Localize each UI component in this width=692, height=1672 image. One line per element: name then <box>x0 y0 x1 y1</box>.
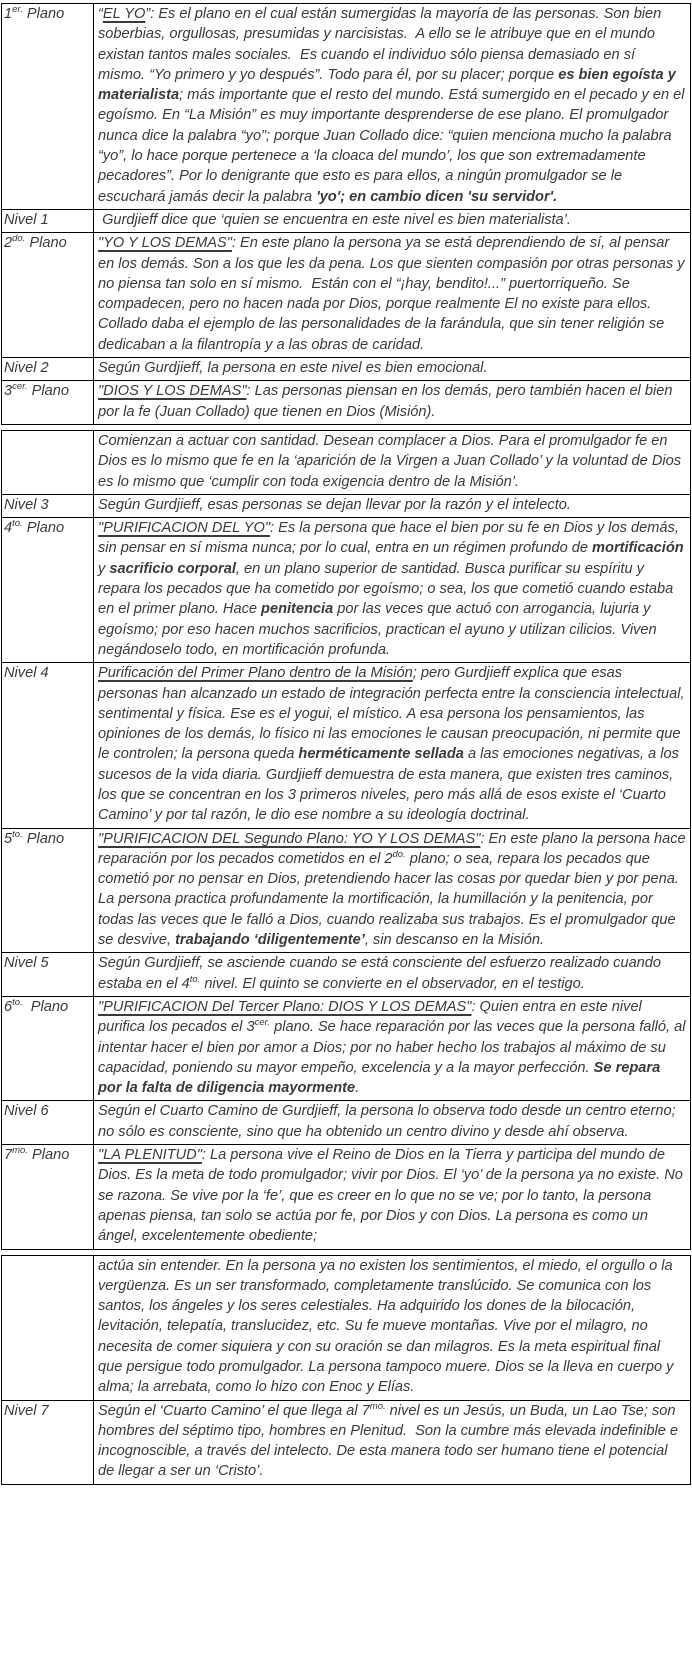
text-segment: actúa sin entender. En la persona ya no existen los sentimientos, el miedo, el orgullo o la vergüenza. Es un ser transformado, completamente translúcido. Se comunica con los santos, los ángeles y los seres celestiales. Ha adquirido los dones de la bilocación, levitación, telepatía, translucidez, etc. Su fe mueve montañas. Vive por el milagro, no necesita de comer siquiera y con su oración se dan milagros. Es la meta espiritual final que persigue todo promulgador. La persona tampoco muere. Dios se la lleva en cuerpo y alma; la arrebata, como lo hizo con Enoc y Elías. <box>98 1257 678 1396</box>
row-label-2do-plano <box>2 233 94 358</box>
row-content-7mo-plano-continuacion <box>94 1255 691 1400</box>
table-row-4to-plano <box>2 518 691 663</box>
ordinal-superscript: to. <box>12 997 23 1009</box>
row-label-6to-plano <box>2 996 94 1100</box>
text-segment: : La persona vive el Reino de Dios en la Tierra y participa del mundo de Dios. Es la meta de todo promulgador; vivir por Dios. El ‘yo’ de la persona ya no existe. No se razona. Se vive por la ‘fe’, que es creer en lo que no se ve; por lo tanto, la persona apenas piensa, tan solo se actúa por fe, por Dios y con Dios. La persona es como un ángel, excelentemente obediente; <box>98 1147 687 1245</box>
ordinal-superscript: to. <box>12 828 23 840</box>
text-segment: Según el Cuarto Camino de Gurdjieff, la persona lo observa todo desde un centro eterno; no sólo es consciente, sino que ha obtenido un centro divino y desde ahí observa. <box>98 1103 680 1140</box>
row-content-5to-plano <box>94 828 691 953</box>
text-segment: 3 <box>4 383 13 400</box>
text-segment: por las veces que actuó con arrogancia, lujuria y egoísmo; por eso hacen muchos sacrificios, practican el ayuno y utilizan cilicios. Viven negándoselo todo, en mortificación profunda. <box>98 601 661 658</box>
row-label-nivel-1 <box>2 209 94 232</box>
text-segment: : Quien entra en este nivel purifica los pecados el 3 <box>98 998 646 1036</box>
text-segment: : En este plano la persona ya se está deprendiendo de sí, al pensar en los demás. Son a los que les da pena. Los que sienten compasión por otras personas y no piensa tan solo en sí mismo. Están con el “¡hay, bendito!...” puertorriqueño. Se compadecen, pero no hacen nada por Dios, porque realmente El no existe para ellos. Collado daba el ejemplo de las personalidades de la farándula, que sin tener religión se dedicaban a la filantropía y a las obras de caridad. <box>98 235 689 353</box>
ordinal-superscript: do. <box>12 233 26 245</box>
text-segment: 4 <box>4 520 13 537</box>
underlined-heading-text: "LA PLENITUD" <box>98 1147 202 1164</box>
row-label-7mo-plano-continuacion <box>2 1255 94 1400</box>
text-segment: : Las personas piensan en los demás, pero también hacen el bien por la fe (Juan Collado) que tienen en Dios (Misión). <box>98 383 677 420</box>
row-label-nivel-6 <box>2 1101 94 1145</box>
table-row-nivel-6 <box>2 1101 691 1145</box>
text-segment: ”: Es el plano en el cual están sumergidas la mayoría de las personas. Son bien soberbias, orgullosas, presumidas y narcisistas. A ello se le atribuye que en el mundo existan tantos males sociales. Es cuando el individuo sólo piensa demasiado en sí mismo. “Yo primero y yo después”. Todo para él, por su placer; porque <box>98 6 666 83</box>
text-segment: 5 <box>4 830 13 847</box>
ordinal-superscript: mo. <box>12 1145 28 1157</box>
underlined-heading-text: EL YO <box>102 6 146 22</box>
table-row-nivel-1 <box>2 209 691 232</box>
row-content-nivel-2 <box>94 358 691 381</box>
text-segment: plano; o sea, repara los pecados que cometió por no pensar en Dios, pretendiendo hacer las cosas por quedar bien y por pena. La persona practica profundamente la mortificación, la humillación y la penitencia, por todas las veces que le falló a Dios, cuando realizaba sus trabajos. Es el promulgador que se desvive, <box>98 850 683 949</box>
text-segment: : En este plano la persona hace reparación por los pecados cometidos en el 2 <box>98 830 690 867</box>
table-row-7mo-plano-continuacion <box>2 1255 691 1400</box>
row-content-1er-plano <box>94 4 691 210</box>
table-section-1 <box>1 3 691 425</box>
text-segment: Plano <box>22 998 69 1015</box>
text-segment: sacrificio corporal <box>109 560 236 577</box>
ordinal-superscript: to. <box>12 518 23 530</box>
row-label-nivel-3 <box>2 494 94 517</box>
row-content-nivel-3 <box>94 494 691 517</box>
row-label-1er-plano <box>2 4 94 210</box>
text-segment: Nivel 2 <box>4 360 49 377</box>
ordinal-superscript: do. <box>392 849 406 861</box>
ordinal-superscript: er. <box>12 4 23 16</box>
text-segment: Según Gurdjieff, la persona en este nivel es bien emocional. <box>98 360 488 377</box>
ordinal-superscript: cer. <box>12 381 28 393</box>
table-section-2 <box>1 430 691 1250</box>
table-row-nivel-4 <box>2 663 691 828</box>
text-segment: Nivel 7 <box>4 1402 49 1419</box>
row-label-3cer-plano <box>2 381 94 425</box>
row-content-7mo-plano <box>94 1145 691 1249</box>
text-segment: y <box>98 540 688 577</box>
text-segment: 2 <box>4 235 13 252</box>
row-label-7mo-plano <box>2 1145 94 1249</box>
row-content-6to-plano <box>94 996 691 1100</box>
table-row-nivel-5 <box>2 953 691 997</box>
underlined-heading-text: "PURIFICACION Del Tercer Plano: DIOS Y LOS DEMAS" <box>98 998 472 1015</box>
text-segment: penitencia <box>261 601 334 618</box>
row-content-4to-plano <box>94 518 691 663</box>
text-segment: Nivel 5 <box>4 955 49 972</box>
text-segment: Plano <box>27 1147 70 1164</box>
text-segment: herméticamente sellada <box>298 746 464 763</box>
table-row-6to-plano <box>2 996 691 1100</box>
text-segment: trabajando ‘diligentemente’ <box>175 932 365 949</box>
table-row-nivel-7 <box>2 1400 691 1484</box>
text-segment: Nivel 1 <box>4 211 49 228</box>
text-segment: Según el ‘Cuarto Camino’ el que llega al 7 <box>98 1402 370 1419</box>
row-label-nivel-7 <box>2 1400 94 1484</box>
ordinal-superscript: mo. <box>369 1400 386 1412</box>
text-segment: ; más importante que el resto del mundo. Está sumergido en el pecado y en el egoísmo. En “La Misión” es muy importante desprenderse de ese plano. El promulgador nunca dice la palabra “yo”; porque Juan Collado dice: “quien menciona mucho la palabra “yo”, lo hace porque pertenece a ‘la cloaca del mundo’, los que son extremadamente pecadores”. Por lo denigrante que esto es para ellos, a ningún promulgador se le escuchará jamás decir la palabra <box>98 87 689 205</box>
planes-y-niveles-table <box>1 3 691 1485</box>
row-content-3cer-plano <box>94 381 691 425</box>
text-segment: 1 <box>4 6 13 22</box>
text-segment: “ <box>98 6 103 22</box>
text-segment: Gurdjieff dice que ‘quien se encuentra en este nivel es bien materialista’. <box>98 211 571 228</box>
text-segment: Según Gurdjieff, se asciende cuando se está consciente del esfuerzo realizado cuando estaba en el 4 <box>98 955 666 992</box>
text-segment: Plano <box>27 383 69 400</box>
table-row-5to-plano <box>2 828 691 953</box>
table-row-3cer-plano-continuacion <box>2 430 691 494</box>
text-segment: , sin descanso en la Misión. <box>364 932 545 949</box>
row-content-nivel-6 <box>94 1101 691 1145</box>
text-segment: nivel es un Jesús, un Buda, un Lao Tse; son hombres del séptimo tipo, hombres en Plenitud. Son la cumbre más elevada indefinible e incognoscible, a través del intelecto. De esta manera todo ser humano tiene el potencial de llegar a ser un ‘Cristo’. <box>98 1402 683 1480</box>
text-segment: 'yo'; en cambio dicen 'su servidor'. <box>316 188 558 205</box>
table-row-3cer-plano <box>2 381 691 425</box>
table-row-2do-plano <box>2 233 691 358</box>
row-label-5to-plano <box>2 828 94 953</box>
ordinal-superscript: to. <box>189 973 201 985</box>
row-content-nivel-4 <box>94 663 691 828</box>
underlined-heading-text: "YO Y LOS DEMAS" <box>98 235 232 252</box>
row-content-nivel-5 <box>94 953 691 997</box>
table-row-nivel-2 <box>2 358 691 381</box>
underlined-heading-text: "PURIFICACION DEL YO" <box>98 520 271 537</box>
text-segment: Según Gurdjieff, esas personas se dejan llevar por la razón y el intelecto. <box>98 496 571 513</box>
text-segment: es bien egoísta y materialista <box>98 66 680 104</box>
table-row-1er-plano <box>2 4 691 210</box>
text-segment: a las emociones negativas, a los sucesos de la vida diaria. Gurdjieff demuestra de esta manera, que existen tres caminos, los que se concentran en los 3 primeros niveles, pero más allá de esos existe el ‘Cuarto Camino’ y por tal razón, le dio ese nombre a su ideología doctrinal. <box>98 746 683 824</box>
text-segment: Plano <box>22 6 65 22</box>
text-segment: Nivel 4 <box>4 665 49 682</box>
row-label-nivel-2 <box>2 358 94 381</box>
text-segment: Nivel 6 <box>4 1103 49 1120</box>
text-segment: , en un plano superior de santidad. Busca purificar su espíritu y repara los pecados que ha cometido por egoísmo; o sea, los que cometió cuando estaba en el primer plano. Hace <box>98 560 678 618</box>
row-label-4to-plano <box>2 518 94 663</box>
text-segment: mortificación <box>592 540 684 557</box>
underlined-heading-text: Purificación del Primer Plano dentro de la Misión <box>98 665 413 682</box>
text-segment: Plano <box>22 520 65 537</box>
text-segment: 6 <box>4 998 13 1015</box>
text-segment: : Es la persona que hace el bien por su fe en Dios y los demás, sin pensar en sí misma nunca; por lo cual, entra en un régimen profundo de <box>98 520 683 557</box>
text-segment: Comienzan a actuar con santidad. Desean complacer a Dios. Para el promulgador fe en Dios es lo mismo que fe en la ‘aparición de la Virgen a Juan Collado’ y la voluntad de Dios es lo mismo que ‘cumplir con toda exigencia dentro de la Misión’. <box>98 432 686 490</box>
text-segment: ; pero Gurdjieff explica que esas personas han alcanzado un estado de integración perfecta entre la consciencia intelectual, sentimental y física. Ese es el yogui, el místico. A esa persona los pensamientos, las opiniones de los demás, lo físico ni las emociones le causan preocupación, ni permite que le controlen; la persona queda <box>98 665 689 763</box>
text-segment: plano. Se hace reparación por las veces que la persona falló, al intentar hacer el bien por amor a Dios; por no haber hecho los trabajos al máximo de su capacidad, poniendo su mayor empeño, excelencia y a la mayor perfección. <box>98 1019 690 1076</box>
table-row-7mo-plano <box>2 1145 691 1249</box>
text-segment: . <box>355 1080 360 1097</box>
text-segment: Plano <box>22 830 65 847</box>
row-content-nivel-7 <box>94 1400 691 1484</box>
ordinal-superscript: cer. <box>254 1017 271 1029</box>
underlined-heading-text: "DIOS Y LOS DEMAS" <box>98 383 247 400</box>
text-segment: nivel. El quinto se convierte en el observador, en el testigo. <box>200 975 585 992</box>
row-label-3cer-plano-continuacion <box>2 430 94 494</box>
text-segment: Nivel 3 <box>4 496 49 513</box>
text-segment: Se repara por la falta de diligencia mayormente <box>98 1059 665 1097</box>
text-segment: 7 <box>4 1147 13 1164</box>
table-row-nivel-3 <box>2 494 691 517</box>
text-segment: Plano <box>25 235 67 252</box>
row-label-nivel-4 <box>2 663 94 828</box>
row-label-nivel-5 <box>2 953 94 997</box>
row-content-3cer-plano-continuacion <box>94 430 691 494</box>
row-content-2do-plano <box>94 233 691 358</box>
table-section-3 <box>1 1255 691 1485</box>
row-content-nivel-1 <box>94 209 691 232</box>
underlined-heading-text: "PURIFICACION DEL Segundo Plano: YO Y LOS DEMAS" <box>98 830 481 847</box>
